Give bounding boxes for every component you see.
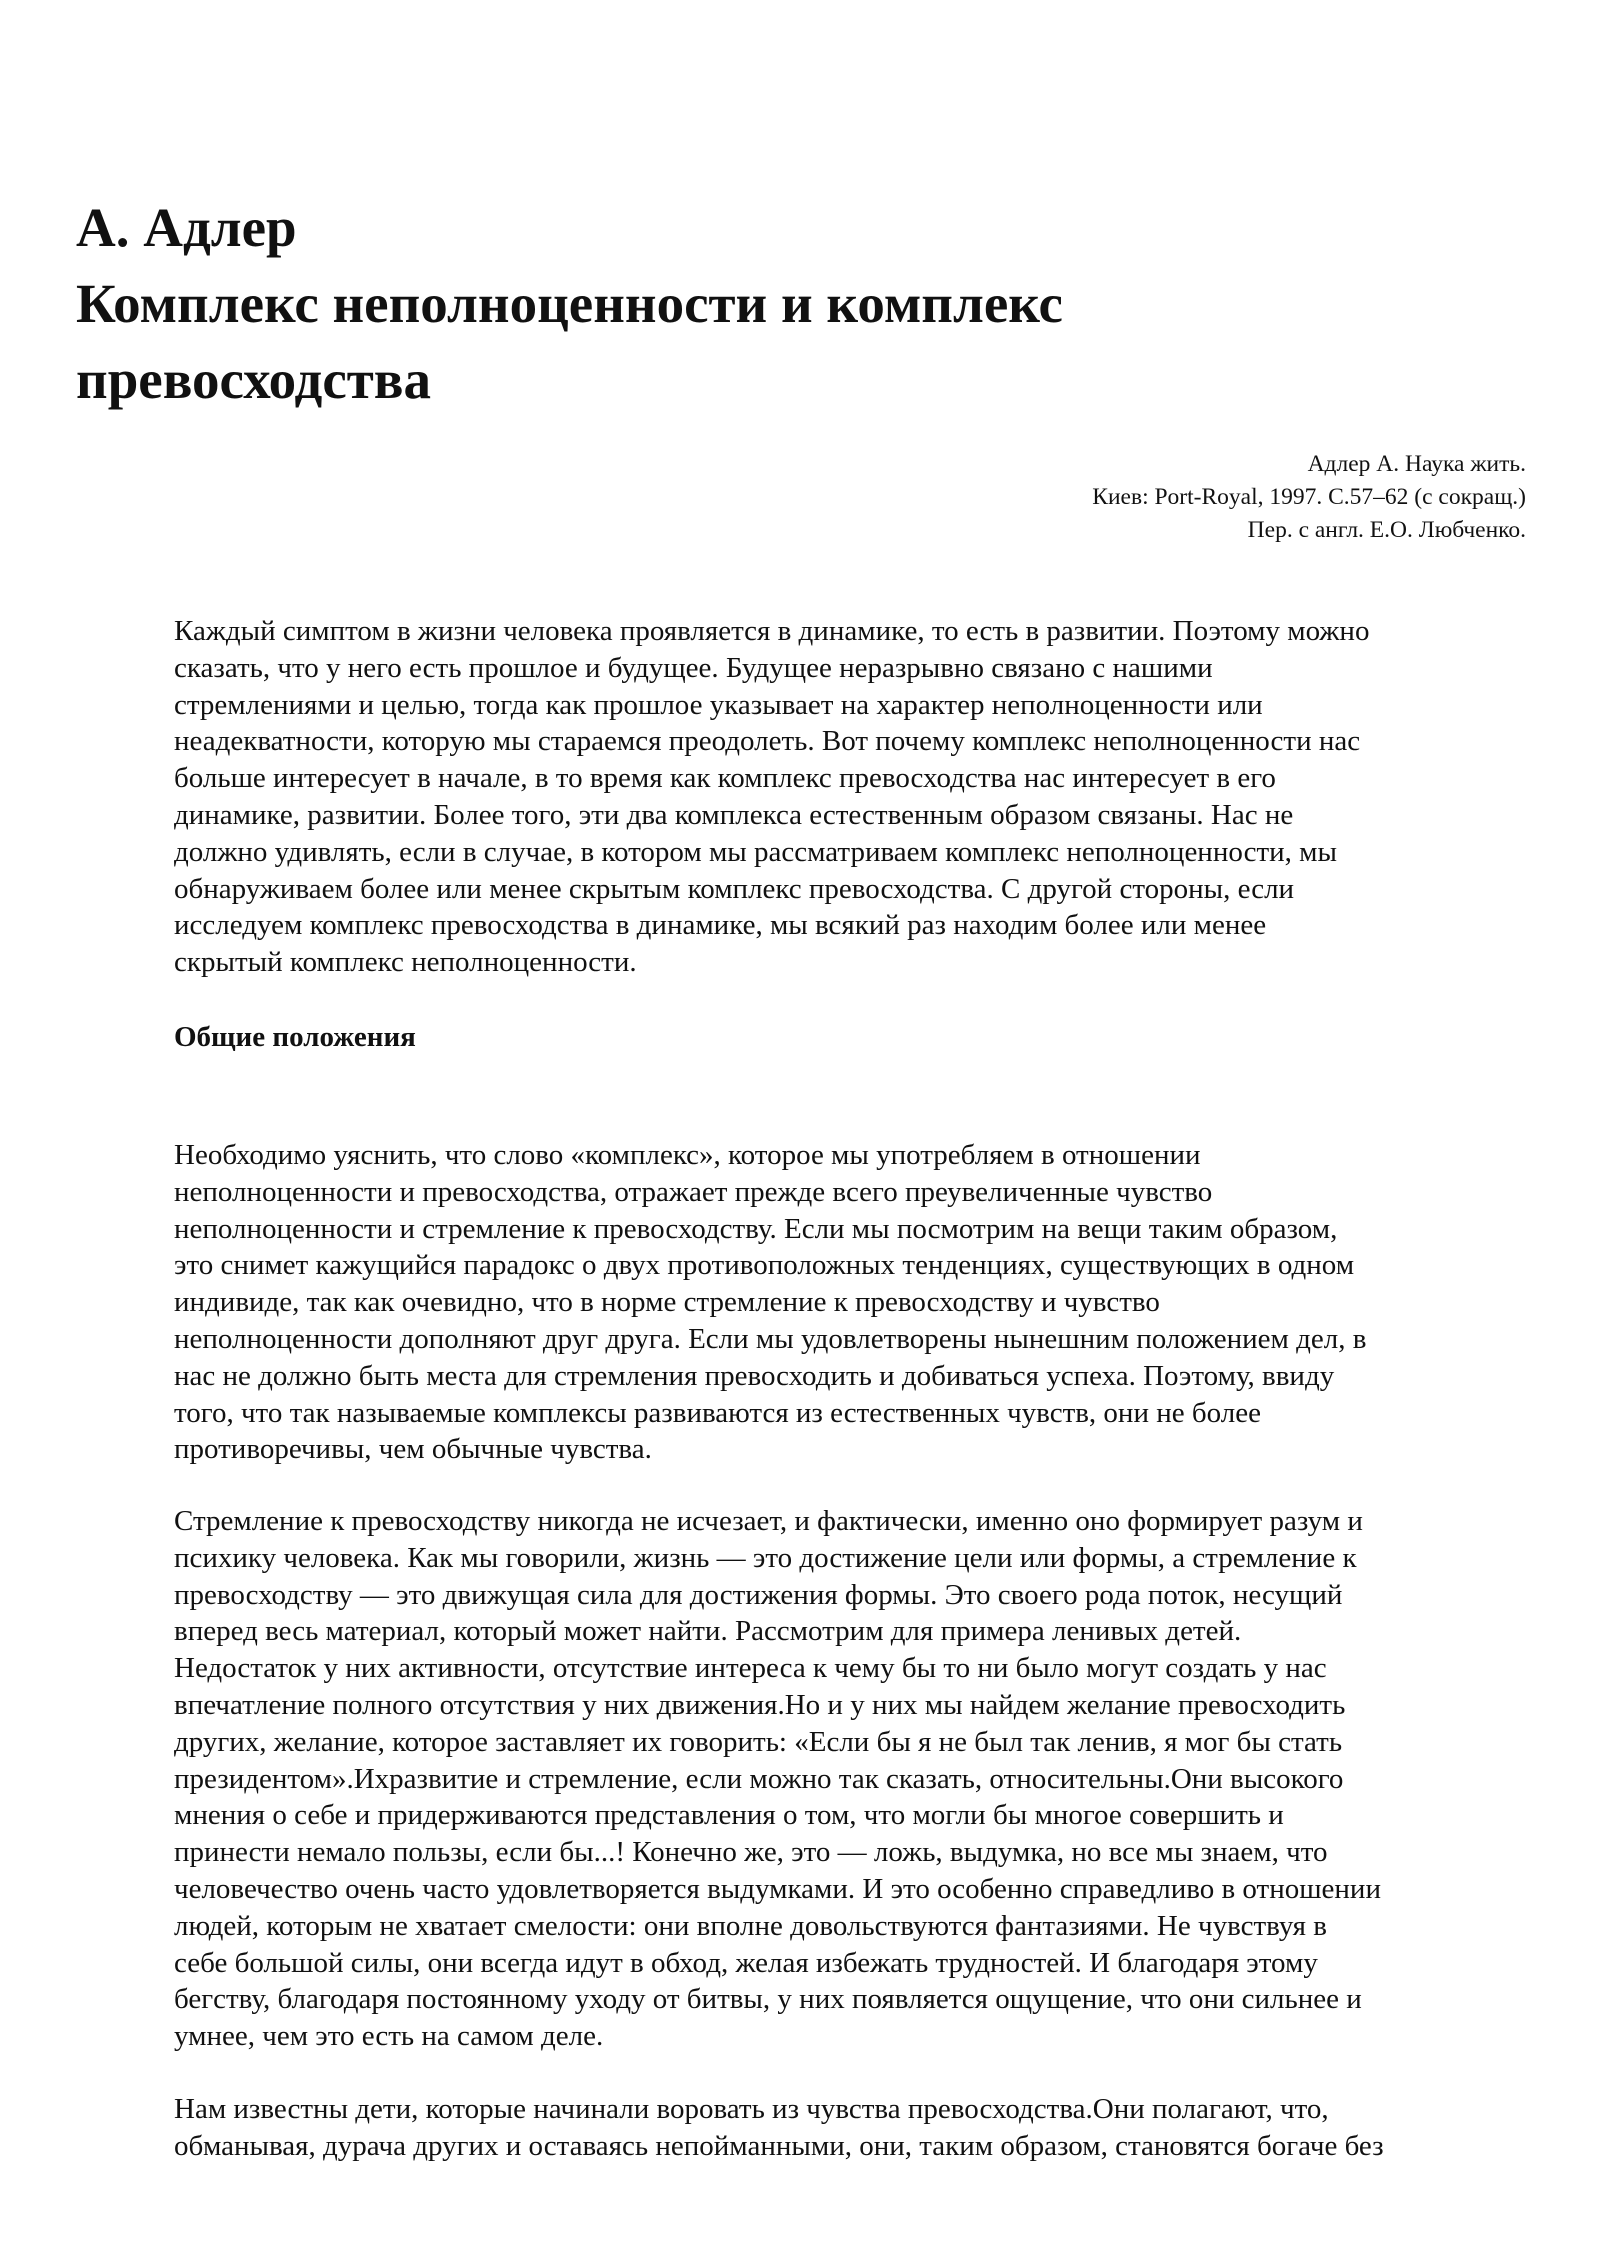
title-author: А. Адлер <box>76 197 297 258</box>
text-line: неадекватности, которую мы стараемся преодолеть. Вот почему комплекс неполноценности нас <box>174 725 1361 758</box>
text-line: президентом».Ихразвитие и стремление, если можно так сказать, относительны.Они высокого <box>174 1762 1344 1795</box>
citation-line: Адлер А. Наука жить. <box>1307 451 1526 477</box>
text-line: сказать, что у него есть прошлое и будущее. Будущее неразрывно связано с нашими <box>174 651 1213 684</box>
text-line: динамике, развитии. Более того, эти два комплекса естественным образом связаны. Нас не <box>174 798 1294 831</box>
text-line: должно удивлять, если в случае, в котором мы рассматриваем комплекс неполноценности, мы <box>174 835 1337 868</box>
text-line: нас не должно быть места для стремления превосходить и добиваться успеха. Поэтому, ввиду <box>174 1359 1335 1392</box>
text-line: бегству, благодаря постоянному уходу от битвы, у них появляется ощущение, что они сильнее и <box>174 1983 1362 2016</box>
citation-line: Пер. с англ. Е.О. Любченко. <box>1247 517 1526 543</box>
text-line: это снимет кажущийся парадокс о двух противоположных тенденциях, существующих в одном <box>174 1249 1355 1282</box>
text-line: Нам известны дети, которые начинали воровать из чувства превосходства.Они полагают, что, <box>174 2093 1329 2125</box>
paragraph-children <box>174 2091 1384 2165</box>
text-line: превосходству — это движущая сила для достижения формы. Это своего рода поток, несущий <box>174 1578 1343 1611</box>
text-line: больше интересует в начале, в то время как комплекс превосходства нас интересует в его <box>174 762 1276 795</box>
text-line: мнения о себе и придерживаются представления о том, что могли бы многое совершить и <box>174 1799 1284 1832</box>
section-heading: Общие положения <box>174 1021 416 1053</box>
text-line: того, что так называемые комплексы развиваются из естественных чувств, они не более <box>174 1396 1261 1429</box>
text-line: обманывая, дурача других и оставаясь непойманными, они, таким образом, становятся богаче без <box>174 2129 1384 2162</box>
document-title <box>76 190 1063 418</box>
text-line: противоречивы, чем обычные чувства. <box>174 1433 652 1466</box>
text-line: индивиде, так как очевидно, что в норме стремление к превосходству и чувство <box>174 1286 1160 1319</box>
text-line: умнее, чем это есть на самом деле. <box>174 2020 604 2053</box>
text-line: неполноценности и стремление к превосходству. Если мы посмотрим на вещи таким образом, <box>174 1212 1338 1245</box>
text-line: исследуем комплекс превосходства в динамике, мы всякий раз находим более или менее <box>174 909 1267 942</box>
text-line: Необходимо уяснить, что слово «комплекс», которое мы употребляем в отношении <box>174 1139 1201 1171</box>
text-line: стремлениями и целью, тогда как прошлое указывает на характер неполноценности или <box>174 688 1263 721</box>
text-line: скрытый комплекс неполноценности. <box>174 946 637 979</box>
title-line: превосходства <box>76 349 431 410</box>
title-line: Комплекс неполноценности и комплекс <box>76 273 1063 334</box>
text-line: психику человека. Как мы говорили, жизнь — это достижение цели или формы, а стремление к <box>174 1541 1357 1574</box>
text-line: Недостаток у них активности, отсутствие интереса к чему бы то ни было могут создать у нас <box>174 1652 1327 1685</box>
paragraph-striving <box>174 1503 1381 2055</box>
paragraph-complex <box>174 1137 1366 1468</box>
text-line: принести немало пользы, если бы...! Конечно же, это — ложь, выдумка, но все мы знаем, что <box>174 1836 1328 1869</box>
paragraph-intro <box>174 613 1369 981</box>
text-line: впечатление полного отсутствия у них движения.Но и у них мы найдем желание превосходить <box>174 1688 1346 1721</box>
citation-line: Киев: Port-Royal, 1997. С.57–62 (с сокращ.) <box>1092 484 1526 510</box>
text-line: обнаруживаем более или менее скрытым комплекс превосходства. С другой стороны, если <box>174 872 1295 905</box>
text-line: других, желание, которое заставляет их говорить: «Если бы я не был так ленив, я мог бы стать <box>174 1725 1343 1758</box>
text-line: неполноценности и превосходства, отражает прежде всего преувеличенные чувство <box>174 1175 1213 1208</box>
text-line: себе большой силы, они всегда идут в обход, желая избежать трудностей. И благодаря этому <box>174 1946 1318 1979</box>
text-line: Стремление к превосходству никогда не исчезает, и фактически, именно оно формирует разум и <box>174 1505 1363 1537</box>
text-line: неполноценности дополняют друг друга. Если мы удовлетворены нынешним положением дел, в <box>174 1322 1367 1355</box>
text-line: Каждый симптом в жизни человека проявляется в динамике, то есть в развитии. Поэтому можно <box>174 615 1370 647</box>
source-citation <box>1092 448 1526 547</box>
text-line: людей, которым не хватает смелости: они вполне довольствуются фантазиями. Не чувствуя в <box>174 1909 1327 1942</box>
text-line: вперед весь материал, который может найти. Рассмотрим для примера ленивых детей. <box>174 1615 1242 1648</box>
text-line: человечество очень часто удовлетворяется выдумками. И это особенно справедливо в отношении <box>174 1872 1381 1905</box>
